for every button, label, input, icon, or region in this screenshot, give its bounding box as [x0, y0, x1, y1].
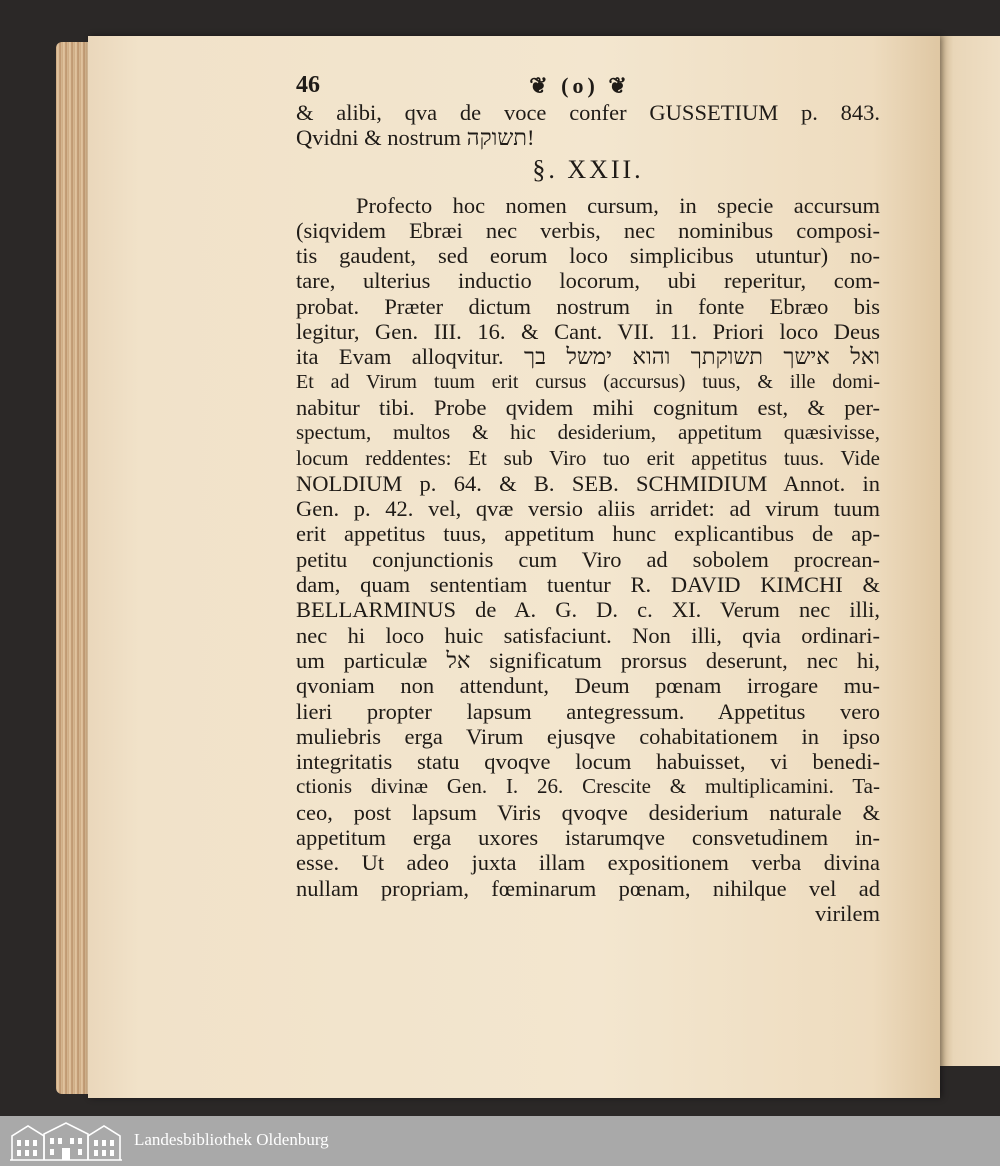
text-line: BELLARMINUS de A. G. D. c. XI. Verum nec illi,: [296, 597, 880, 623]
text-line: qvoniam non attendunt, Deum pœnam irrogare mu-: [296, 673, 880, 699]
text-line: spectum, multos & hic desiderium, appetitum quæsivisse,: [296, 420, 880, 445]
catchword: virilem: [815, 900, 880, 926]
text-line: lieri propter lapsum antegressum. Appetitus vero: [296, 698, 880, 724]
page-number: 46: [296, 72, 320, 99]
text-line: (siqvidem Ebræi nec verbis, nec nominibus composi-: [296, 217, 880, 243]
text-line: Gen. p. 42. vel, qvæ versio aliis arridet: ad virum tuum: [296, 496, 880, 522]
text-line: tare, ulterius inductio locorum, ubi reperitur, com-: [296, 268, 880, 294]
text-line: um particulæ אל significatum prorsus deserunt, nec hi,: [296, 647, 880, 673]
text-line: dam, quam sententiam tuentur R. DAVID KIMCHI &: [296, 572, 880, 598]
text-line: Et ad Virum tuum erit cursus (accursus) tuus, & ille domi-: [296, 370, 880, 393]
text-line: tis gaudent, sed eorum loco simplicibus utuntur) no-: [296, 243, 880, 269]
facing-page-edge: [938, 36, 1000, 1066]
text-line: Profecto hoc nomen cursum, in specie accursum: [356, 192, 880, 218]
text-line: nabitur tibi. Probe qvidem mihi cognitum est, & per-: [296, 394, 880, 420]
text-line: Qvidni & nostrum תשוקה!: [296, 125, 535, 151]
text-line: appetitum erga uxores istarumqve consvetudinem in-: [296, 825, 880, 851]
text-line: locum reddentes: Et sub Viro tuo erit appetitus tuus. Vide: [296, 445, 880, 470]
library-name: Landesbibliothek Oldenburg: [134, 1130, 329, 1149]
text-line: nullam propriam, fœminarum pœnam, nihilque vel ad: [296, 875, 880, 901]
text-line: probat. Præter dictum nostrum in fonte Ebræo bis: [296, 293, 880, 319]
text-line: integritatis statu qvoqve locum habuisset, vi benedi-: [296, 749, 880, 775]
library-building-logo: [8, 1120, 124, 1162]
text-line: nec hi loco huic satisfaciunt. Non illi, qvia ordinari-: [296, 622, 880, 648]
header-ornament: ❦ (o) ❦: [529, 73, 631, 99]
text-line: legitur, Gen. III. 16. & Cant. VII. 11. Priori loco Deus: [296, 319, 880, 345]
text-line: petitu conjunctionis cum Viro ad sobolem procrean-: [296, 546, 880, 572]
section-title: §. XXII.: [532, 154, 644, 184]
text-line: muliebris erga Virum ejusqve cohabitationem in ipso: [296, 723, 880, 749]
text-line: ita Evam alloqvitur. ואל אישך תשוקתך והוא ימשל בך: [296, 344, 880, 370]
running-header: [296, 72, 880, 100]
text-line: ceo, post lapsum Viris qvoqve desiderium naturale &: [296, 799, 880, 825]
text-line: NOLDIUM p. 64. & B. SEB. SCHMIDIUM Annot. in: [296, 470, 880, 496]
page-text: [296, 72, 880, 926]
text-line: erit appetitus tuus, appetitum hunc explicantibus de ap-: [296, 521, 880, 547]
text-line: esse. Ut adeo juxta illam expositionem verba divina: [296, 850, 880, 876]
text-line: ctionis divinæ Gen. I. 26. Crescite & multiplicamini. Ta-: [296, 774, 880, 799]
text-line: & alibi, qva de voce confer GUSSETIUM p. 843.: [296, 100, 880, 125]
